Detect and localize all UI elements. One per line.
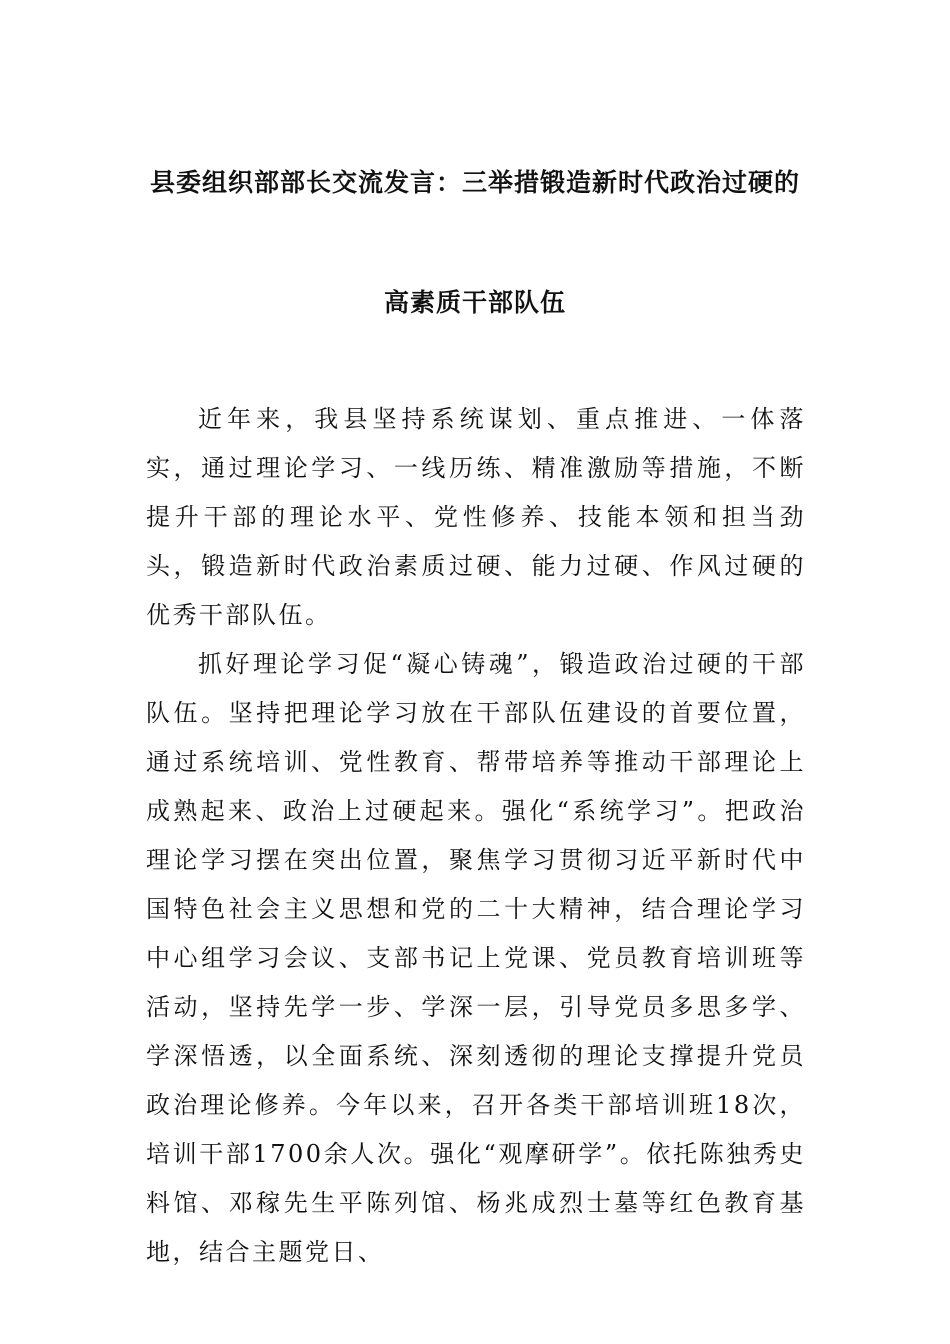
- document-title-line-1: 县委组织部部长交流发言：三举措锻造新时代政治过硬的: [149, 168, 800, 197]
- document-body: [146, 395, 806, 1277]
- paragraph-intro: 近年来，我县坚持系统谋划、重点推进、一体落实，通过理论学习、一线历练、精准激励等措施，不断提升干部的理论水平、党性修养、技能本领和担当劲头，锻造新时代政治素质过硬、能力过硬、作风过硬的优秀干部队伍。: [146, 405, 806, 629]
- document-title-line-2: 高素质干部队伍: [383, 288, 566, 317]
- paragraph-theory-study: 抓好理论学习促“凝心铸魂”，锻造政治过硬的干部队伍。坚持把理论学习放在干部队伍建设的首要位置，通过系统培训、党性教育、帮带培养等推动干部理论上成熟起来、政治上过硬起来。强化“系统学习”。把政治理论学习摆在突出位置，聚焦学习贯彻习近平新时代中国特色社会主义思想和党的二十大精神，结合理论学习中心组学习会议、支部书记上党课、党员教育培训班等活动，坚持先学一步、学深一层，引导党员多思多学、学深悟透，以全面系统、深刻透彻的理论支撑提升党员政治理论修养。今年以来，召开各类干部培训班18次，培训干部1700余人次。强化“观摩研学”。依托陈独秀史料馆、邓稼先生平陈列馆、杨兆成烈士墓等红色教育基地，结合主题党日、: [146, 650, 806, 1266]
